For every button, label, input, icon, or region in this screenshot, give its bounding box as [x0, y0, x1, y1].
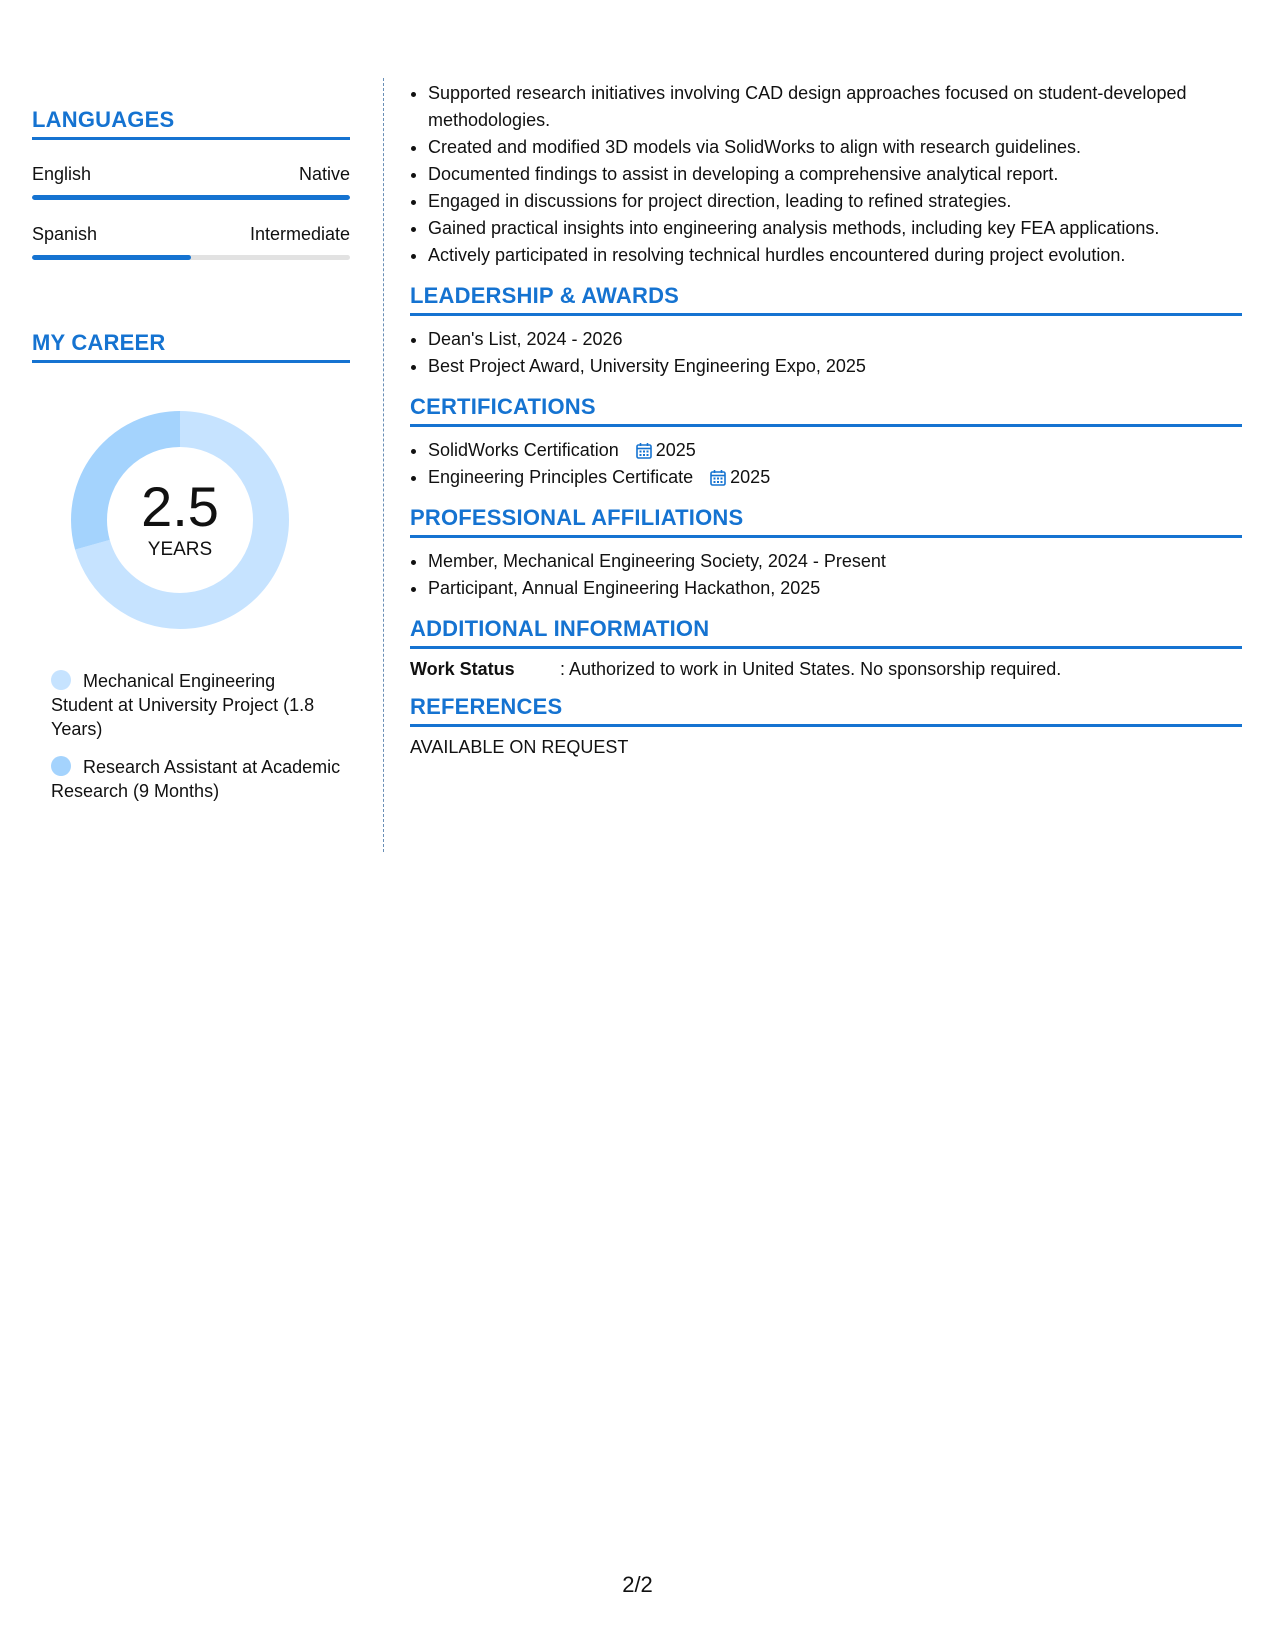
list-item: • Actively participated in resolving technical hurdles encountered during project evolution.	[428, 242, 1242, 269]
language-english	[32, 164, 350, 200]
list-item	[428, 464, 1242, 491]
legend-dot	[51, 670, 71, 690]
affiliations-list	[410, 548, 1242, 602]
certification-year: 2025	[730, 467, 771, 487]
affiliations-title: PROFESSIONAL AFFILIATIONS	[410, 505, 1242, 538]
career-total-value: 2.5	[141, 475, 219, 538]
calendar-icon	[710, 469, 726, 486]
page-number: 2/2	[622, 1572, 653, 1597]
language-bar	[32, 255, 350, 260]
legend-item	[51, 755, 341, 803]
awards-list	[410, 326, 1242, 380]
language-bar-fill	[32, 255, 191, 260]
references-text: AVAILABLE ON REQUEST	[410, 737, 629, 757]
career-title: MY CAREER	[32, 330, 350, 363]
languages-title: LANGUAGES	[32, 107, 350, 140]
career-donut	[65, 405, 295, 635]
donut-center	[65, 405, 295, 635]
certification-year: 2025	[655, 440, 696, 460]
certification-name: Engineering Principles Certificate	[428, 467, 694, 487]
list-item: • Created and modified 3D models via SolidWorks to align with research guidelines.	[428, 134, 1242, 161]
career-legend	[51, 669, 341, 803]
list-item: • Member, Mechanical Engineering Society, 2024 - Present	[428, 548, 1242, 575]
additional-info-title: ADDITIONAL INFORMATION	[410, 616, 1242, 649]
language-name: Spanish	[32, 224, 98, 244]
work-status-value: : Authorized to work in United States. No sponsorship required.	[560, 659, 1062, 679]
list-item: • Participant, Annual Engineering Hackathon, 2025	[428, 575, 1242, 602]
language-level: Native	[298, 164, 350, 184]
list-item: • Supported research initiatives involving CAD design approaches focused on student-developed methodologies.	[428, 80, 1242, 134]
list-item: • Gained practical insights into engineering analysis methods, including key FEA applications.	[428, 215, 1242, 242]
experience-list	[410, 80, 1242, 269]
certifications-title: CERTIFICATIONS	[410, 394, 1242, 427]
language-bar-fill	[32, 195, 350, 200]
legend-item	[51, 669, 341, 741]
awards-title: LEADERSHIP & AWARDS	[410, 283, 1242, 316]
legend-dot	[51, 756, 71, 776]
work-status-row	[410, 659, 1242, 680]
left-column	[32, 60, 350, 817]
list-item: • Engaged in discussions for project direction, leading to refined strategies.	[428, 188, 1242, 215]
legend-label: Mechanical Engineering Student at University Project (1.8 Years)	[51, 671, 315, 739]
language-level: Intermediate	[249, 224, 350, 244]
certification-name: SolidWorks Certification	[428, 440, 619, 460]
right-column	[410, 80, 1242, 758]
column-divider	[383, 78, 384, 852]
work-status-label: Work Status	[410, 659, 515, 679]
career-total-unit: YEARS	[147, 539, 213, 560]
references-title: REFERENCES	[410, 694, 1242, 727]
legend-label: Research Assistant at Academic Research (9 Months)	[51, 757, 341, 801]
calendar-icon	[636, 442, 652, 459]
language-spanish	[32, 224, 350, 260]
list-item: • Documented findings to assist in developing a comprehensive analytical report.	[428, 161, 1242, 188]
list-item: • Best Project Award, University Engineering Expo, 2025	[428, 353, 1242, 380]
certifications-list	[410, 437, 1242, 491]
list-item	[428, 437, 1242, 464]
language-name: English	[32, 164, 92, 184]
list-item: • Dean's List, 2024 - 2026	[428, 326, 1242, 353]
language-bar	[32, 195, 350, 200]
